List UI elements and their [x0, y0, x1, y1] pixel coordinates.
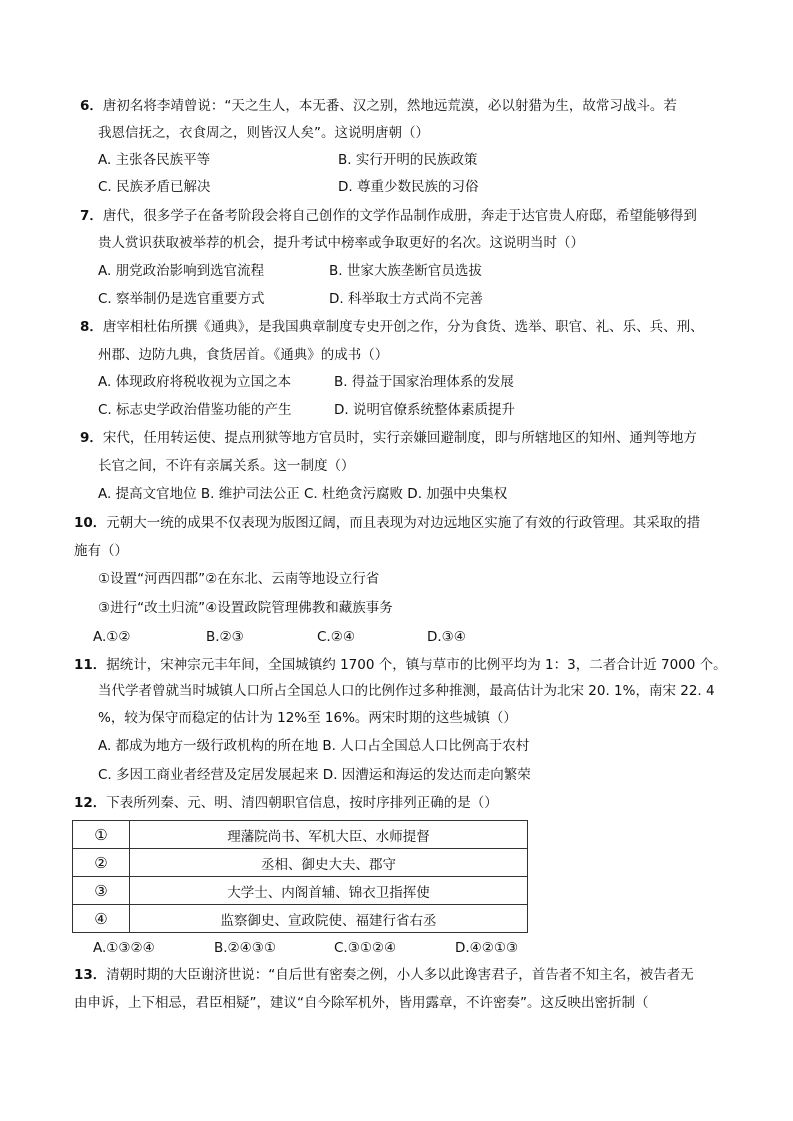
q10-statement-2: ③进行“改土归流”④设置政院管理佛教和藏族事务: [98, 600, 393, 616]
table-row: [73, 905, 528, 933]
q12-option-c: C.③①②④: [334, 940, 397, 956]
q13-number: 13．: [74, 967, 107, 983]
q11-options-ab: A. 都成为地方一级行政机构的所在地 B. 人口占全国总人口比例高于农村: [98, 738, 530, 754]
q10-stem-2: 施有（）: [74, 543, 128, 559]
q8-option-a: A. 体现政府将税收视为立国之本: [98, 374, 292, 390]
q6-option-b: B. 实行开明的民族政策: [338, 152, 478, 168]
q7-option-c: C. 察举制仍是选官重要方式: [98, 291, 265, 307]
q11-line1: [74, 656, 727, 674]
q10-statement-1: ①设置“河西四郡”②在东北、云南等地设立行省: [98, 571, 380, 587]
q10-option-a: A.①②: [93, 629, 131, 645]
q10-option-b: B.②③: [206, 629, 244, 645]
q8-line1: [80, 318, 704, 336]
table-cell-number: ①: [73, 821, 130, 849]
q7-line1: [80, 207, 697, 225]
q7-number: 7．: [80, 208, 103, 224]
q11-options-cd: C. 多因工商业者经营及定居发展起来 D. 因漕运和海运的发达而走向繁荣: [98, 767, 531, 783]
q6-option-c: C. 民族矛盾已解决: [98, 179, 211, 195]
q12-option-a: A.①③②④: [93, 940, 155, 956]
q12-option-d: D.④②①③: [455, 940, 519, 956]
q10-number: 10．: [74, 515, 107, 531]
q6-line1: [80, 97, 677, 115]
table-row: [73, 821, 528, 849]
q6-stem-1: 唐初名将李靖曾说：“天之生人，本无番、汉之别，然地远荒漠，必以射猎为生，故常习战斗。若: [102, 98, 677, 114]
q8-option-c: C. 标志史学政治借鉴功能的产生: [98, 402, 292, 418]
q9-line1: [80, 429, 697, 447]
q11-stem-2: 当代学者曾就当时城镇人口所占全国总人口的比例作过多种推测，最高估计为北宋 20. 1%，南宋 22. 4: [98, 683, 715, 699]
q6-option-a: A. 主张各民族平等: [98, 152, 211, 168]
q12-option-b: B.②④③①: [214, 940, 276, 956]
table-row: [73, 877, 528, 905]
q9-stem-1: 宋代，任用转运使、提点刑狱等地方官员时，实行亲嫌回避制度，即与所辖地区的知州、通判等地方: [102, 430, 697, 446]
q9-number: 9．: [80, 430, 103, 446]
q12-line1: [74, 794, 498, 812]
q13-line1: [74, 966, 694, 984]
q10-option-d: D.③④: [427, 629, 466, 645]
table-cell-text: 监察御史、宣政院使、福建行省右丞: [130, 905, 528, 933]
q7-option-d: D. 科举取士方式尚不完善: [329, 291, 483, 307]
q12-table: [72, 820, 528, 933]
q12-stem-1: 下表所列秦、元、明、清四朝职官信息，按时序排列正确的是（）: [106, 795, 498, 811]
table-cell-text: 理藩院尚书、军机大臣、水师提督: [130, 821, 528, 849]
q8-stem-2: 州郡、边防九典，食货居首。《通典》的成书（）: [98, 347, 389, 363]
q9-options: A. 提高文官地位 B. 维护司法公正 C. 杜绝贪污腐败 D. 加强中央集权: [98, 486, 508, 502]
table-cell-number: ③: [73, 877, 130, 905]
q10-stem-1: 元朝大一统的成果不仅表现为版图辽阔，而且表现为对边远地区实施了有效的行政管理。其采取的措: [106, 515, 701, 531]
q8-number: 8．: [80, 319, 103, 335]
q8-stem-1: 唐宰相杜佑所撰《通典》，是我国典章制度专史开创之作，分为食货、选举、职官、礼、乐、兵、刑、: [102, 319, 704, 335]
q6-stem-2: 我恩信抚之，衣食周之，则皆汉人矣”。这说明唐朝（）: [98, 125, 429, 141]
q13-stem-1: 清朝时期的大臣谢济世说：“自后世有密奏之例，小人多以此谗害君子，首告者不知主名，被告者无: [106, 967, 694, 983]
q7-stem-2: 贵人赏识获取被举荐的机会，提升考试中榜率或争取更好的名次。这说明当时（）: [98, 235, 584, 251]
q12-number: 12．: [74, 795, 107, 811]
table-cell-number: ②: [73, 849, 130, 877]
q7-option-b: B. 世家大族垄断官员选拔: [329, 263, 482, 279]
q6-option-d: D. 尊重少数民族的习俗: [338, 179, 479, 195]
q11-stem-1: 据统计，宋神宗元丰年间，全国城镇约 1700 个，镇与草市的比例平均为 1：3，二者合计近 7000 个。: [106, 657, 727, 673]
q6-number: 6．: [80, 98, 103, 114]
q10-line1: [74, 514, 700, 532]
table-cell-text: 大学士、内阁首辅、锦衣卫指挥使: [130, 877, 528, 905]
q11-stem-3: %，较为保守而稳定的估计为 12%至 16%。两宋时期的这些城镇（）: [98, 710, 517, 726]
table-row: [73, 849, 528, 877]
table-cell-number: ④: [73, 905, 130, 933]
q8-option-d: D. 说明官僚系统整体素质提升: [334, 402, 515, 418]
q9-stem-2: 长官之间，不许有亲属关系。这一制度（）: [98, 458, 355, 474]
q10-option-c: C.②④: [317, 629, 355, 645]
table-cell-text: 丞相、御史大夫、郡守: [130, 849, 528, 877]
q13-stem-2: 由申诉，上下相忌，君臣相疑”，建议“自今除军机外，皆用露章，不许密奏”。这反映出密折制（: [74, 995, 649, 1011]
q7-stem-1: 唐代，很多学子在备考阶段会将自己创作的文学作品制作成册，奔走于达官贵人府邸，希望能够得到: [102, 208, 697, 224]
q7-option-a: A. 朋党政治影响到选官流程: [98, 263, 265, 279]
q8-option-b: B. 得益于国家治理体系的发展: [334, 374, 514, 390]
q11-number: 11．: [74, 657, 107, 673]
